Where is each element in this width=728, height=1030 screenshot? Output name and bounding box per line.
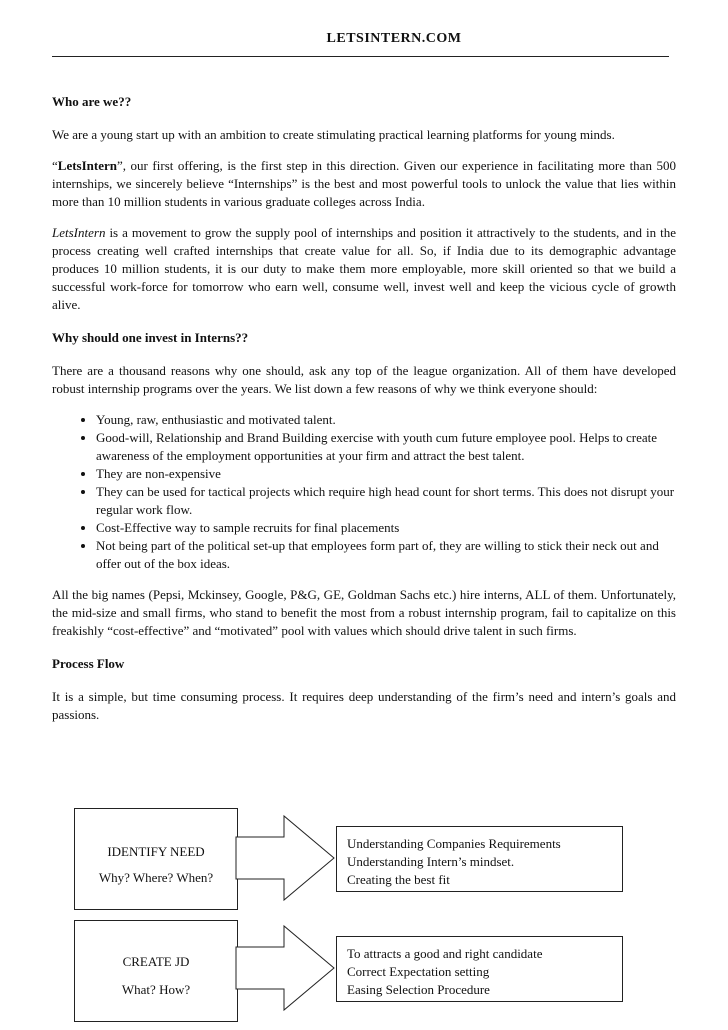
step-2-subtitle: What? How? bbox=[121, 982, 191, 997]
step-1-detail: Understanding Intern’s mindset. bbox=[347, 854, 515, 869]
who-paragraph-1: We are a young start up with an ambition to create stimulating practical learning platforms for young minds. bbox=[52, 127, 615, 142]
list-item: • Not being part of the political set-up that employees form part of, they are willing to stick their neck out and offer out of the box ideas. bbox=[96, 537, 676, 573]
why-heading: Why should one invest in Interns?? bbox=[52, 330, 249, 345]
brand-name: LetsIntern bbox=[57, 158, 117, 173]
step-2-details bbox=[336, 936, 623, 1002]
why-closing: All the big names (Pepsi, Mckinsey, Google, P&G, GE, Goldman Sachs etc.) hire interns, ALL of them. Unfortunately, the mid-size and small firms, who stand to benefit the most from a robust internship program, fail to capitalize on this freakishly “cost-effective” and “motivated” pool with values which should drive talent in such firms. bbox=[52, 587, 676, 638]
list-item: • They can be used for tactical projects which require high head count for short terms. This does not disrupt your regular work flow. bbox=[96, 483, 676, 519]
who-paragraph-2 bbox=[52, 157, 676, 211]
arrow-right-icon bbox=[236, 926, 336, 1010]
who-paragraph-3 bbox=[52, 224, 676, 314]
who-paragraph-2-text: ”, our first offering, is the first step in this direction. Given our experience in facilitating more than 500 internships, we sincerely believe “Internships” is the best and most powerful tools to unlock the value that lies within more than 10 million students in various graduate colleges across India. bbox=[52, 158, 676, 209]
step-2-detail: Easing Selection Procedure bbox=[347, 982, 490, 997]
quote-open: “ bbox=[52, 158, 58, 173]
document-page bbox=[52, 30, 676, 724]
header-rule bbox=[52, 56, 669, 57]
step-2-box bbox=[74, 920, 238, 1022]
process-heading: Process Flow bbox=[52, 656, 125, 671]
step-2-title: CREATE JD bbox=[122, 954, 190, 969]
step-1-box bbox=[74, 808, 238, 910]
step-1-detail: Understanding Companies Requirements bbox=[347, 836, 561, 851]
list-item: • Young, raw, enthusiastic and motivated talent. bbox=[96, 411, 676, 429]
list-item: • Good-will, Relationship and Brand Building exercise with youth cum future employee pool. Helps to create awareness of the employment opportunities at your firm and attract the best talent. bbox=[96, 429, 676, 465]
step-1-title: IDENTIFY NEED bbox=[107, 844, 205, 859]
who-heading: Who are we?? bbox=[52, 94, 132, 109]
reasons-list bbox=[52, 411, 676, 573]
step-1-subtitle: Why? Where? When? bbox=[98, 870, 214, 885]
site-title: LETSINTERN.COM bbox=[326, 31, 462, 46]
step-1-details bbox=[336, 826, 623, 892]
step-1-detail: Creating the best fit bbox=[347, 872, 450, 887]
arrow-right-icon bbox=[236, 816, 336, 900]
brand-name-italic: LetsIntern bbox=[52, 225, 106, 240]
who-paragraph-3-text: is a movement to grow the supply pool of internships and position it attractively to the students, and in the process creating well crafted internships that create value for all. So, if India due to its demographic advantage produces 10 million students, it is our duty to make them more employable, more skill oriented so that we build a successful work-force for tomorrow who earn well, consume well, invest well and keep the vicious cycle of growth alive. bbox=[52, 225, 676, 312]
step-2-detail: Correct Expectation setting bbox=[347, 964, 490, 979]
why-intro: There are a thousand reasons why one should, ask any top of the league organization. All of them have developed robust internship programs over the years. We list down a few reasons of why we think everyone should: bbox=[52, 363, 676, 396]
list-item: • They are non-expensive bbox=[96, 465, 676, 483]
step-2-detail: To attracts a good and right candidate bbox=[347, 946, 543, 961]
list-item: • Cost-Effective way to sample recruits for final placements bbox=[96, 519, 676, 537]
process-intro: It is a simple, but time consuming process. It requires deep understanding of the firm’s need and intern’s goals and passions. bbox=[52, 689, 676, 722]
